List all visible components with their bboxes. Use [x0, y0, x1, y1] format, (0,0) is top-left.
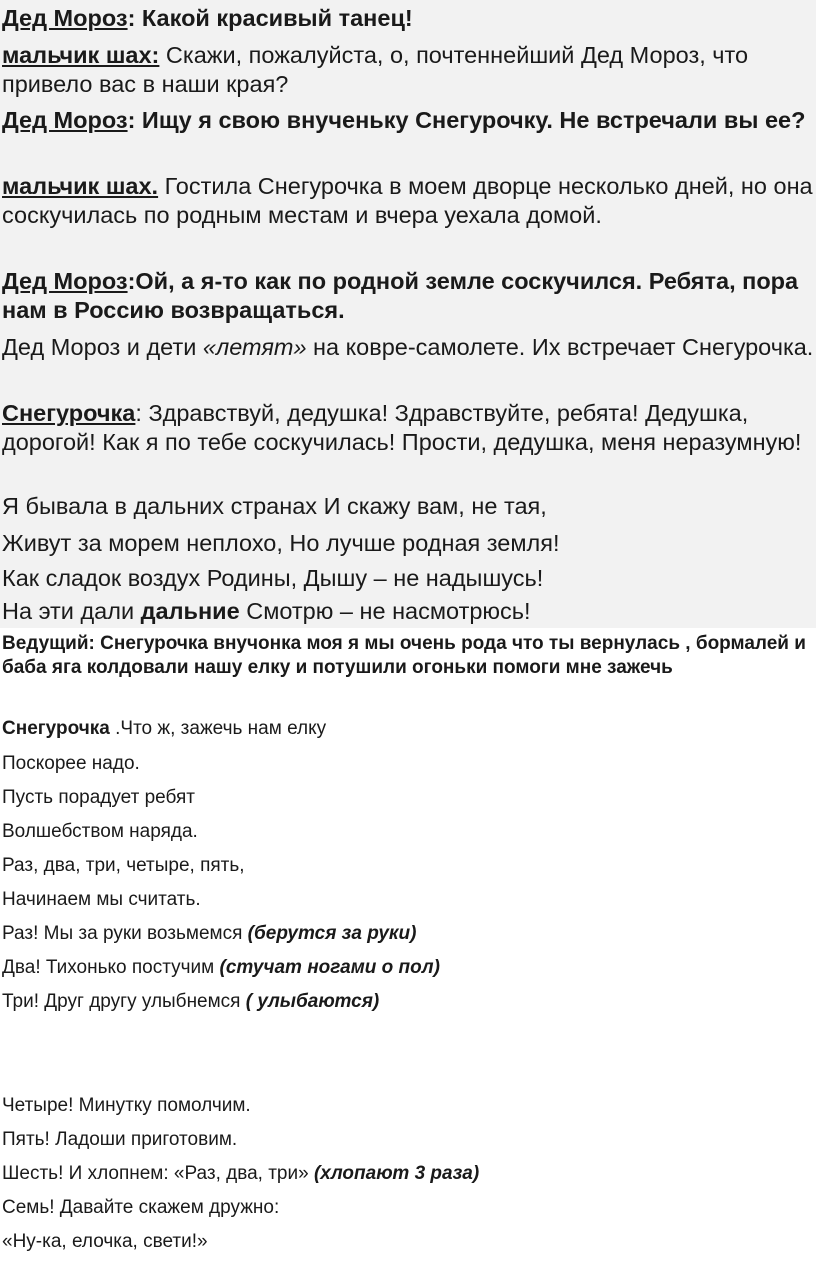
poem-line: Живут за морем неплохо, Но лучше родная земля!	[2, 530, 560, 556]
action-note: (хлопают 3 раза)	[313, 1163, 480, 1184]
dialogue-line	[2, 172, 814, 230]
dialogue-text: Ищу я свою внученьку Снегурочку. Не встречали вы ее?	[141, 107, 806, 133]
verse-line: Три! Друг другу улыбнемся ( улыбаются)	[2, 991, 380, 1012]
dialogue-line: Снегурочка: Здравствуй, дедушка! Здравствуйте, ребята! Дедушка, дорогой! Как я по тебе соскучилась! Прости, дедушка, меня неразумную!	[2, 400, 802, 455]
dialogue-line: Дед Мороз: Ищу я свою внученьку Снегурочку. Не встречали вы ее?	[2, 107, 806, 133]
verse-line: Шесть! И хлопнем: «Раз, два, три» (хлопают 3 раза)	[2, 1163, 480, 1184]
poem-line: Я бывала в дальних странах И скажу вам, не тая,	[2, 493, 547, 519]
dialogue-text: Здравствуй, дедушка! Здравствуйте, ребята! Дедушка, дорогой! Как я по тебе соскучилась! Прости, дедушка, меня неразумную!	[2, 400, 802, 455]
speaker-name: Дед Мороз	[2, 5, 128, 31]
speaker-name: Снегурочка	[2, 400, 136, 426]
verse-line: Раз! Мы за руки возьмемся (берутся за руки)	[2, 923, 417, 944]
dialogue-text: Ой, а я-то как по родной земле соскучился. Ребята, пора нам в Россию возвращаться.	[2, 268, 799, 323]
verse-line: Два! Тихонько постучим (стучат ногами о пол)	[2, 957, 440, 978]
verse-line: Семь! Давайте скажем дружно:	[2, 1197, 280, 1218]
action-note: (берутся за руки)	[247, 923, 417, 944]
verse-line: Начинаем мы считать.	[2, 889, 201, 910]
speaker-name: мальчик шах:	[2, 42, 160, 68]
dialogue-text: Гостила Снегурочка в моем дворце несколько дней, но она соскучилась по родным местам и вчера уехала домой.	[2, 173, 813, 228]
verse-line: Пять! Ладоши приготовим.	[2, 1129, 238, 1150]
verse-line: Четыре! Минутку помолчим.	[2, 1095, 251, 1116]
verse-line: Поскорее надо.	[2, 753, 140, 774]
speaker-name: Дед Мороз	[2, 268, 128, 294]
verse-line: «Ну-ка, елочка, свети!»	[2, 1231, 208, 1252]
dialogue-line: Дед Мороз: Какой красивый танец!	[2, 5, 413, 31]
action-note: (стучат ногами о пол)	[219, 957, 440, 978]
verse-line: Раз, два, три, четыре, пять,	[2, 855, 245, 876]
host-speech: Ведущий: Снегурочка внучонка моя я мы очень рода что ты вернулась , бормалей и баба яга колдовали нашу елку и потушили огоньки помоги мне зажечь	[2, 633, 806, 678]
speaker-name: мальчик шах.	[2, 173, 159, 199]
dialogue-text: Какой красивый танец!	[141, 5, 413, 31]
dialogue-line: Снегурочка .Что ж, зажечь нам елку	[2, 718, 327, 739]
dialogue-line	[2, 41, 814, 99]
poem-line: На эти дали дальние Смотрю – не насмотрюсь!	[2, 598, 531, 624]
speaker-name: Дед Мороз	[2, 107, 128, 133]
verse-line: Волшебством наряда.	[2, 821, 198, 842]
dialogue-text: Скажи, пожалуйста, о, почтеннейший Дед Мороз, что привело вас в наши края?	[2, 42, 749, 97]
speaker-name: Снегурочка	[2, 718, 110, 739]
dialogue-line: Дед Мороз:Ой, а я-то как по родной земле соскучился. Ребята, пора нам в Россию возвращаться.	[2, 268, 799, 323]
verse-line: Пусть порадует ребят	[2, 787, 195, 808]
action-note: ( улыбаются)	[245, 991, 380, 1012]
poem-line: Как сладок воздух Родины, Дышу – не надышусь!	[2, 565, 544, 591]
stage-direction: Дед Мороз и дети «летят» на ковре-самолете. Их встречает Снегурочка.	[2, 334, 814, 360]
